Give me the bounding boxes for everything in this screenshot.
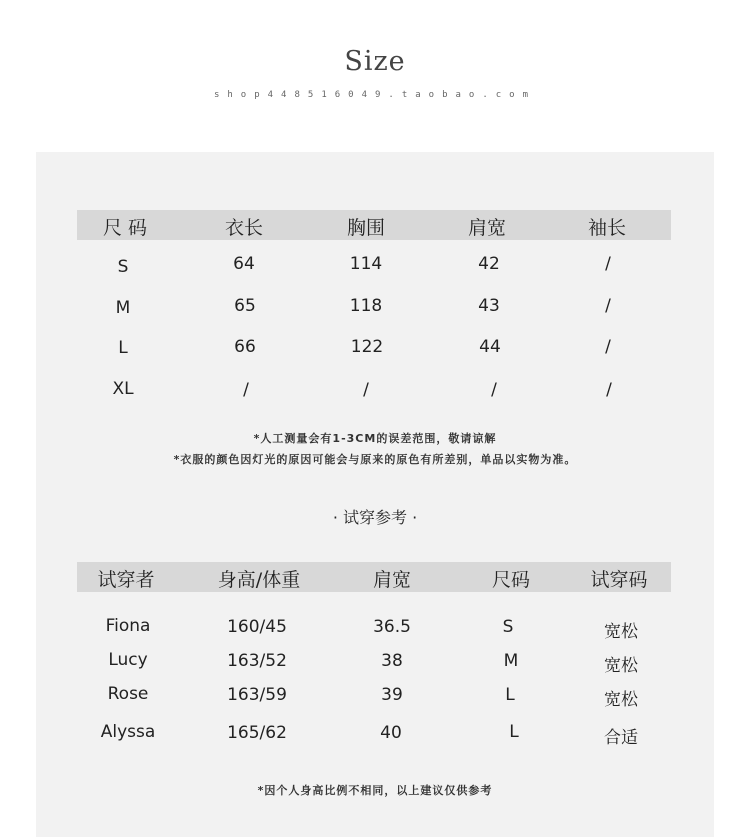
table-cell: / <box>605 254 611 274</box>
fit-col-header: 试穿码 <box>590 569 648 591</box>
shoulder-col-header: 肩宽 <box>372 569 412 591</box>
sleeve-col-header: 袖长 <box>587 217 627 239</box>
table-cell: Fiona <box>105 616 151 636</box>
table-cell: 118 <box>349 296 383 316</box>
table-cell: 39 <box>381 685 403 705</box>
table-cell: / <box>606 380 612 400</box>
table-cell: S <box>117 257 129 277</box>
table-cell: 165/62 <box>227 723 287 743</box>
table-cell: L <box>118 338 128 358</box>
shop-url: shop448516049.taobao.com <box>213 90 537 100</box>
table-cell: S <box>502 617 514 637</box>
table-cell: L <box>509 722 519 742</box>
table-cell: 65 <box>234 296 256 316</box>
page-title: Size <box>344 46 406 77</box>
fitting-footnote: *因个人身高比例不相同，以上建议仅供参考 <box>257 784 493 797</box>
table-cell: / <box>491 380 497 400</box>
table-cell: 160/45 <box>227 617 287 637</box>
color-note: *衣服的颜色因灯光的原因可能会与原来的原色有所差别，单品以实物为准。 <box>173 453 577 466</box>
height-weight-col-header: 身高/体重 <box>217 569 301 591</box>
length-col-header: 衣长 <box>224 217 264 239</box>
table-cell: 44 <box>479 337 501 357</box>
table-cell: / <box>605 337 611 357</box>
table-cell: / <box>243 380 249 400</box>
table-cell: 宽松 <box>604 690 638 710</box>
table-cell: 114 <box>349 254 383 274</box>
table-cell: Alyssa <box>100 722 156 742</box>
shoulder-col-header: 肩宽 <box>467 217 507 239</box>
table-cell: Lucy <box>108 650 148 670</box>
size-col-header: 尺 码 <box>102 217 148 239</box>
table-cell: 36.5 <box>373 617 411 637</box>
table-cell: 64 <box>233 254 255 274</box>
table-cell: / <box>363 380 369 400</box>
table-cell: 66 <box>234 337 256 357</box>
table-cell: L <box>505 685 515 705</box>
table-cell: 38 <box>381 651 403 671</box>
table-cell: 合适 <box>604 728 638 748</box>
bust-col-header: 胸围 <box>346 217 386 239</box>
size-col-header: 尺码 <box>491 569 531 591</box>
table-cell: 163/52 <box>227 651 287 671</box>
table-cell: 43 <box>478 296 500 316</box>
table-cell: 42 <box>478 254 500 274</box>
model-col-header: 试穿者 <box>97 569 155 591</box>
table-cell: Rose <box>107 684 149 704</box>
table-cell: 122 <box>350 337 384 357</box>
table-cell: 163/59 <box>227 685 287 705</box>
table-cell: / <box>605 296 611 316</box>
table-cell: XL <box>112 379 134 399</box>
fitting-section-title: · 试穿参考 · <box>332 508 418 527</box>
table-cell: 宽松 <box>604 622 638 642</box>
table-cell: M <box>115 298 131 318</box>
table-cell: 40 <box>380 723 402 743</box>
table-cell: M <box>503 651 519 671</box>
table-cell: 宽松 <box>604 656 638 676</box>
measurement-note: *人工测量会有1-3CM的误差范围，敬请谅解 <box>253 432 497 445</box>
